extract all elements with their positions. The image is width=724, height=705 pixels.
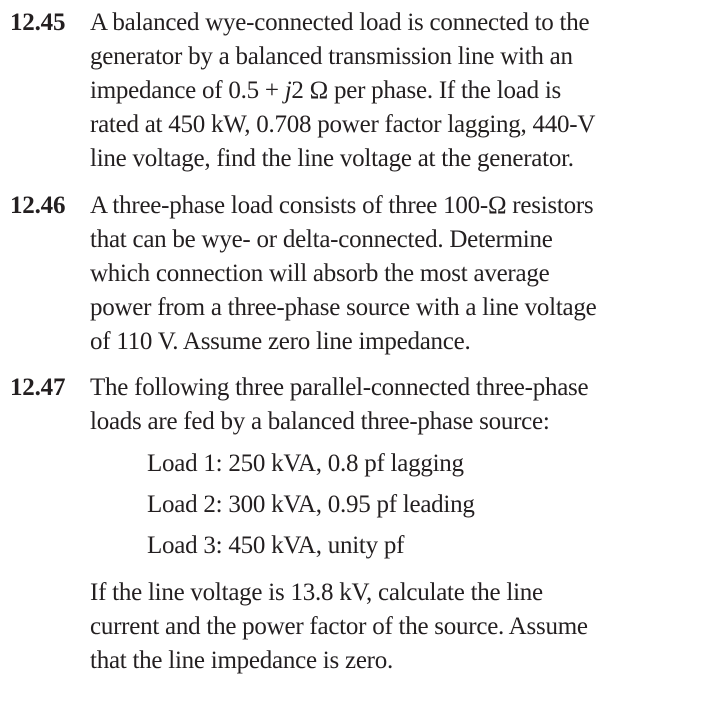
text-line: rated at 450 kW, 0.708 power factor lagging, 440-V [90,111,596,138]
text-line: that the line impedance is zero. [90,647,393,674]
load-item: Load 2: 300 kVA, 0.95 pf leading [147,491,475,518]
problem-number: 12.47 [10,374,66,401]
text-line: A balanced wye-connected load is connected to the [90,9,590,36]
problem-number: 12.46 [10,192,66,219]
problem-text [90,189,714,359]
problem-12-45 [10,6,714,176]
problem-12-46 [10,189,714,359]
text-line: A three-phase load consists of three 100-Ω resistors [90,192,594,219]
text-line: line voltage, find the line voltage at the generator. [90,145,574,172]
load-item: Load 1: 250 kVA, 0.8 pf lagging [147,450,464,477]
text-line: which connection will absorb the most average [90,260,550,287]
problem-text [90,6,714,176]
closing-paragraph [90,576,714,678]
text-line: If the line voltage is 13.8 kV, calculate the line [90,579,543,606]
problem-12-47 [10,371,714,678]
text-line: current and the power factor of the source. Assume [90,613,588,640]
text-line: power from a three-phase source with a line voltage [90,294,597,321]
text-line: impedance of 0.5 + j2 Ω per phase. If the load is [90,77,561,104]
load-item: Load 3: 450 kVA, unity pf [147,532,405,559]
problem-text [90,371,714,678]
text-line: generator by a balanced transmission line with an [90,43,573,70]
text-line: loads are fed by a balanced three-phase source: [90,408,550,435]
problem-number: 12.45 [10,9,66,36]
text-line: of 110 V. Assume zero line impedance. [90,328,471,355]
text-line: The following three parallel-connected three-phase [90,374,589,401]
load-list [90,443,714,566]
text-line: that can be wye- or delta-connected. Determine [90,226,553,253]
